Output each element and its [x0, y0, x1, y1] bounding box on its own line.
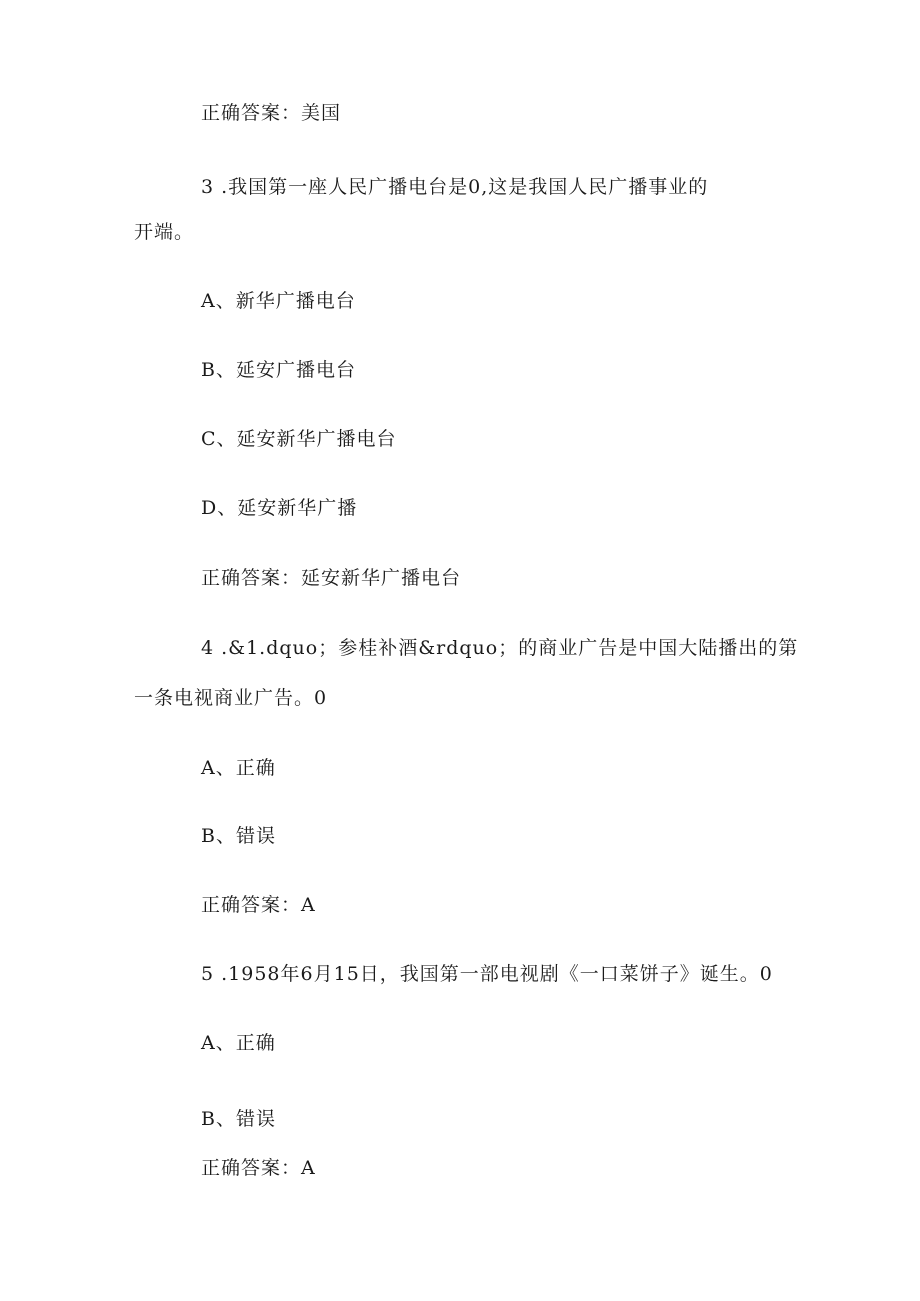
question-4-line-1: 4 .&1.dquo；参桂补酒&rdquo；的商业广告是中国大陆播出的第 [201, 637, 799, 659]
q3-option-d: D、延安新华广播 [201, 497, 358, 519]
question-5: 5 .1958年6月15日，我国第一部电视剧《一口菜饼子》诞生。0 [201, 963, 773, 985]
q5-option-a: A、正确 [201, 1032, 276, 1054]
answer-q2: 正确答案：美国 [201, 102, 342, 124]
answer-q4: 正确答案：A [201, 894, 316, 916]
answer-q3: 正确答案：延安新华广播电台 [201, 567, 462, 589]
q4-option-a: A、正确 [201, 757, 276, 779]
question-4-line-2: 一条电视商业广告。0 [134, 687, 328, 709]
q4-option-b: B、错误 [201, 825, 276, 847]
answer-q5: 正确答案：A [201, 1157, 316, 1179]
q3-option-a: A、新华广播电台 [201, 290, 356, 312]
question-3-line-1: 3 .我国第一座人民广播电台是0,这是我国人民广播事业的 [201, 176, 709, 198]
q3-option-c: C、延安新华广播电台 [201, 428, 397, 450]
q5-option-b: B、错误 [201, 1108, 276, 1130]
q3-option-b: B、延安广播电台 [201, 359, 356, 381]
question-3-line-2: 开端。 [134, 221, 195, 243]
